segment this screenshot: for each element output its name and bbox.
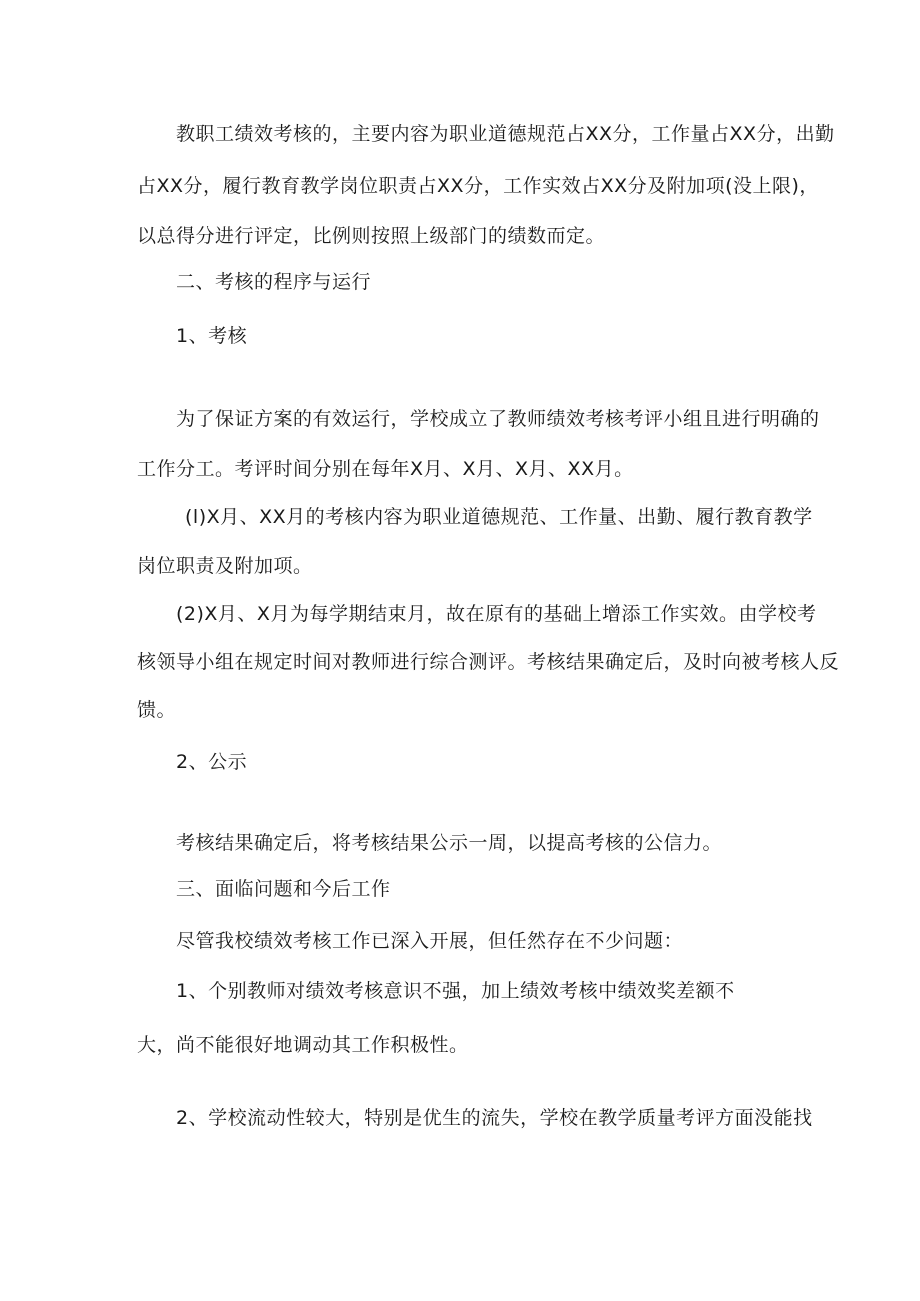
section-heading: 二、考核的程序与运行 xyxy=(176,271,372,293)
paragraph-line: 以总得分进行评定，比例则按照上级部门的绩数而定。 xyxy=(137,225,606,247)
list-item-line: 2、学校流动性较大，特别是优生的流失，学校在教学质量考评方面没能找 xyxy=(176,1107,813,1129)
list-item-line: 1、个别教师对绩效考核意识不强，加上绩效考核中绩效奖差额不 xyxy=(176,980,735,1002)
paragraph-line: 尽管我校绩效考核工作已深入开展，但任然存在不少问题： xyxy=(176,930,684,952)
paragraph-line: 考核结果确定后，将考核结果公示一周，以提高考核的公信力。 xyxy=(176,832,723,854)
section-heading: 三、面临问题和今后工作 xyxy=(176,878,391,900)
paragraph-line: 占XX分，履行教育教学岗位职责占XX分，工作实效占XX分及附加项(没上限)， xyxy=(137,175,819,197)
subsection-heading: 1、考核 xyxy=(176,325,248,347)
paragraph-line: 岗位职责及附加项。 xyxy=(137,555,313,577)
paragraph-line: 核领导小组在规定时间对教师进行综合测评。考核结果确定后，及时向被考核人反 xyxy=(137,651,840,673)
paragraph-line: (l)X月、XX月的考核内容为职业道德规范、工作量、出勤、履行教育教学 xyxy=(185,506,813,528)
subsection-heading: 2、公示 xyxy=(176,751,248,773)
paragraph-line: (2)X月、X月为每学期结束月，故在原有的基础上增添工作实效。由学校考 xyxy=(176,603,817,625)
paragraph-line: 馈。 xyxy=(137,699,177,721)
paragraph-line: 工作分工。考评时间分别在每年X月、X月、X月、XX月。 xyxy=(137,458,634,480)
paragraph-line: 教职工绩效考核的，主要内容为职业道德规范占XX分，工作量占XX分，出勤 xyxy=(176,123,835,145)
list-item-line: 大，尚不能很好地调动其工作积极性。 xyxy=(137,1034,469,1056)
paragraph-line: 为了保证方案的有效运行，学校成立了教师绩效考核考评小组且进行明确的 xyxy=(176,408,820,430)
